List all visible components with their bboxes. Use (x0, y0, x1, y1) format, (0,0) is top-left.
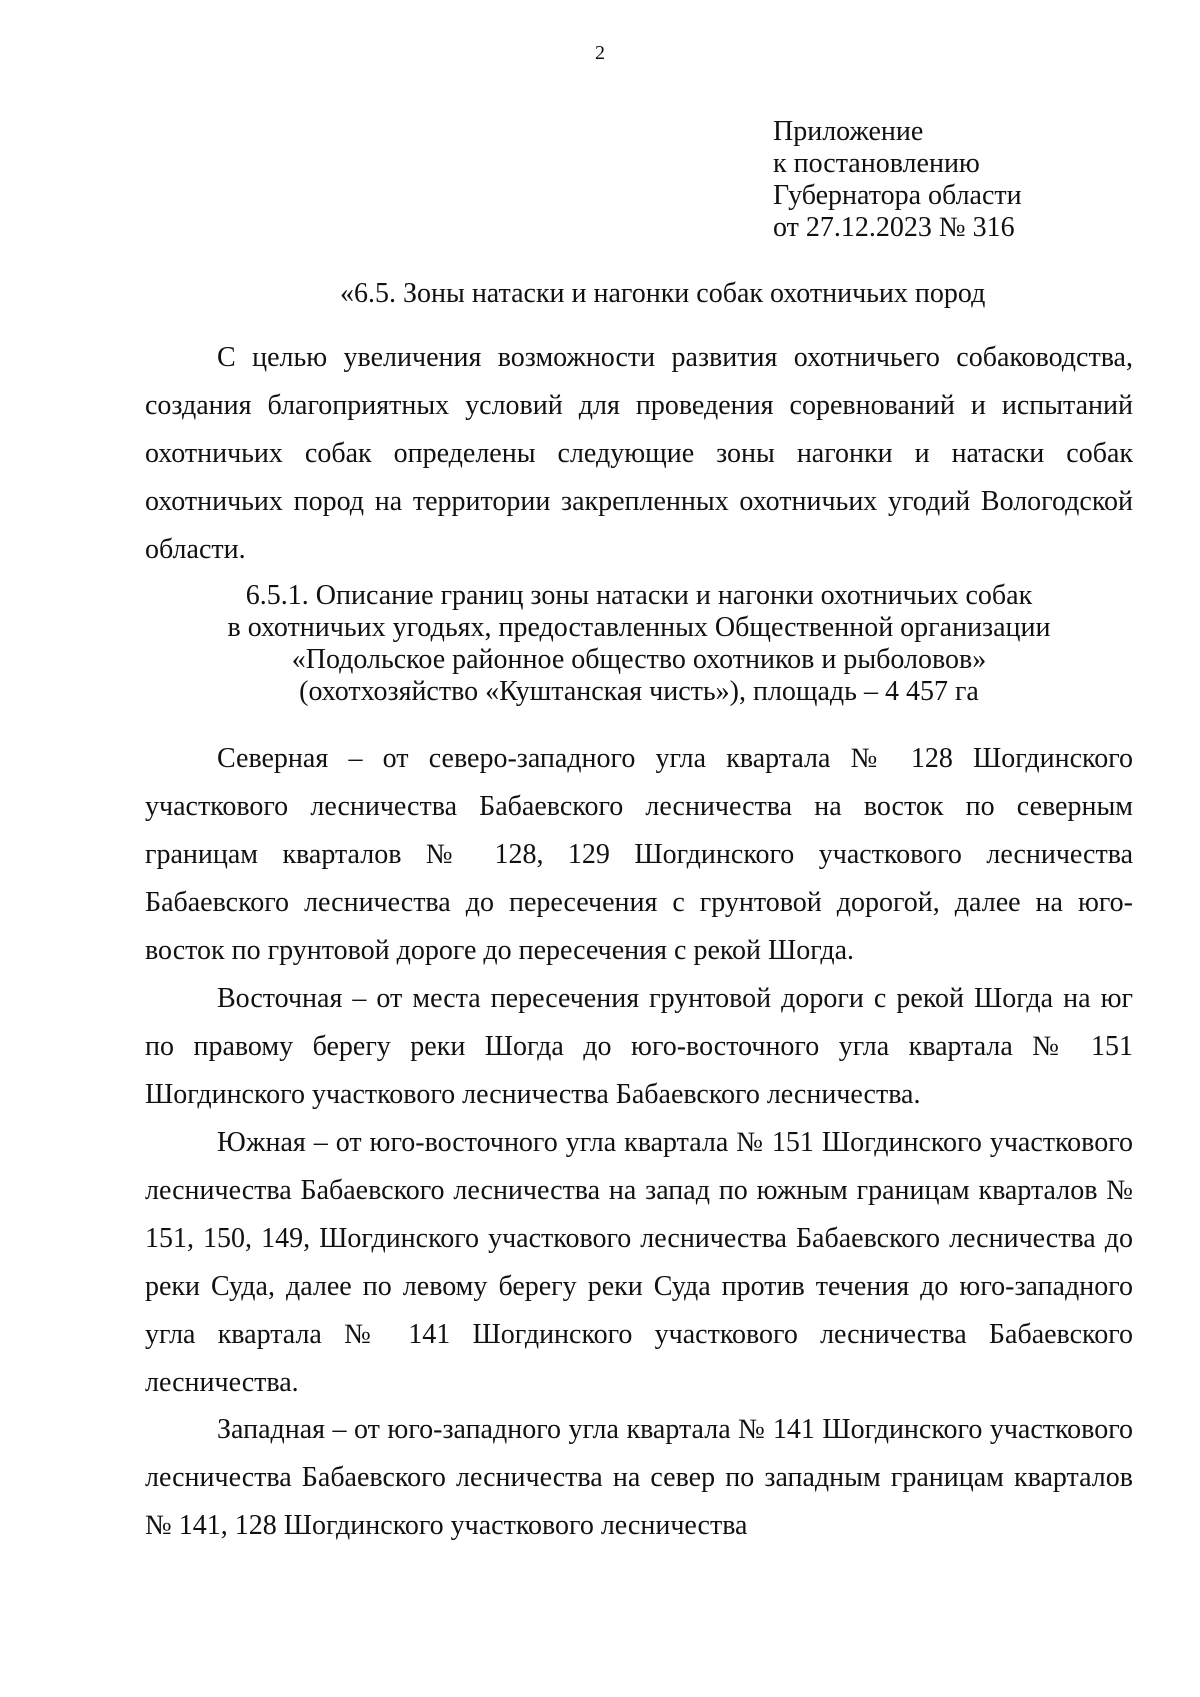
subsection-line-2: в охотничьих угодьях, предоставленных Общественной организации (227, 612, 1051, 643)
south-border-paragraph: Южная – от юго-восточного угла квартала № 151 Шогдинского участкового лесничества Бабаевского лесничества на запад по южным границам кварталов № 151, 150, 149, Шогдинского участкового лесничества Бабаевского лесничества до реки Суда, далее по левому берегу реки Суда против течения до юго-западного угла квартала № 141 Шогдинского участкового лесничества Бабаевского лесничества. (145, 1127, 1133, 1398)
appendix-line-1: Приложение (773, 116, 924, 147)
appendix-line-4: от 27.12.2023 № 316 (773, 212, 1015, 243)
appendix-line-3: Губернатора области (773, 180, 1022, 211)
subsection-heading (145, 580, 1133, 708)
appendix-line-2: к постановлению (773, 148, 980, 179)
section-title: «6.5. Зоны натаски и нагонки собак охотничьих пород (340, 278, 986, 309)
subsection-line-1: 6.5.1. Описание границ зоны натаски и нагонки охотничьих собак (245, 580, 1033, 611)
subsection-line-4: (охотхозяйство «Куштанская чисть»), площадь – 4 457 га (299, 676, 979, 707)
east-border-paragraph: Восточная – от места пересечения грунтовой дороги с рекой Шогда на юг по правому берегу реки Шогда до юго-восточного угла квартала № 151 Шогдинского участкового лесничества Бабаевского лесничества. (145, 983, 1133, 1110)
appendix-header (773, 116, 1022, 244)
subsection-line-3: «Подольское районное общество охотников и рыболовов» (291, 644, 987, 675)
north-border-paragraph: Северная – от северо-западного угла квартала № 128 Шогдинского участкового лесничества Бабаевского лесничества на восток по северным границам кварталов № 128, 129 Шогдинского участкового лесничества Бабаевского лесничества до пересечения с грунтовой дорогой, далее на юго-восток по грунтовой дороге до пересечения с рекой Шогда. (145, 743, 1133, 966)
intro-paragraph: С целью увеличения возможности развития охотничьего собаководства, создания благоприятных условий для проведения соревнований и испытаний охотничьих собак определены следующие зоны нагонки и натаски собак охотничьих пород на территории закрепленных охотничьих угодий Вологодской области. (145, 342, 1133, 565)
west-border-paragraph: Западная – от юго-западного угла квартала № 141 Шогдинского участкового лесничества Бабаевского лесничества на север по западным границам кварталов № 141, 128 Шогдинского участкового лесничества (145, 1414, 1133, 1541)
page-number: 2 (595, 42, 605, 64)
